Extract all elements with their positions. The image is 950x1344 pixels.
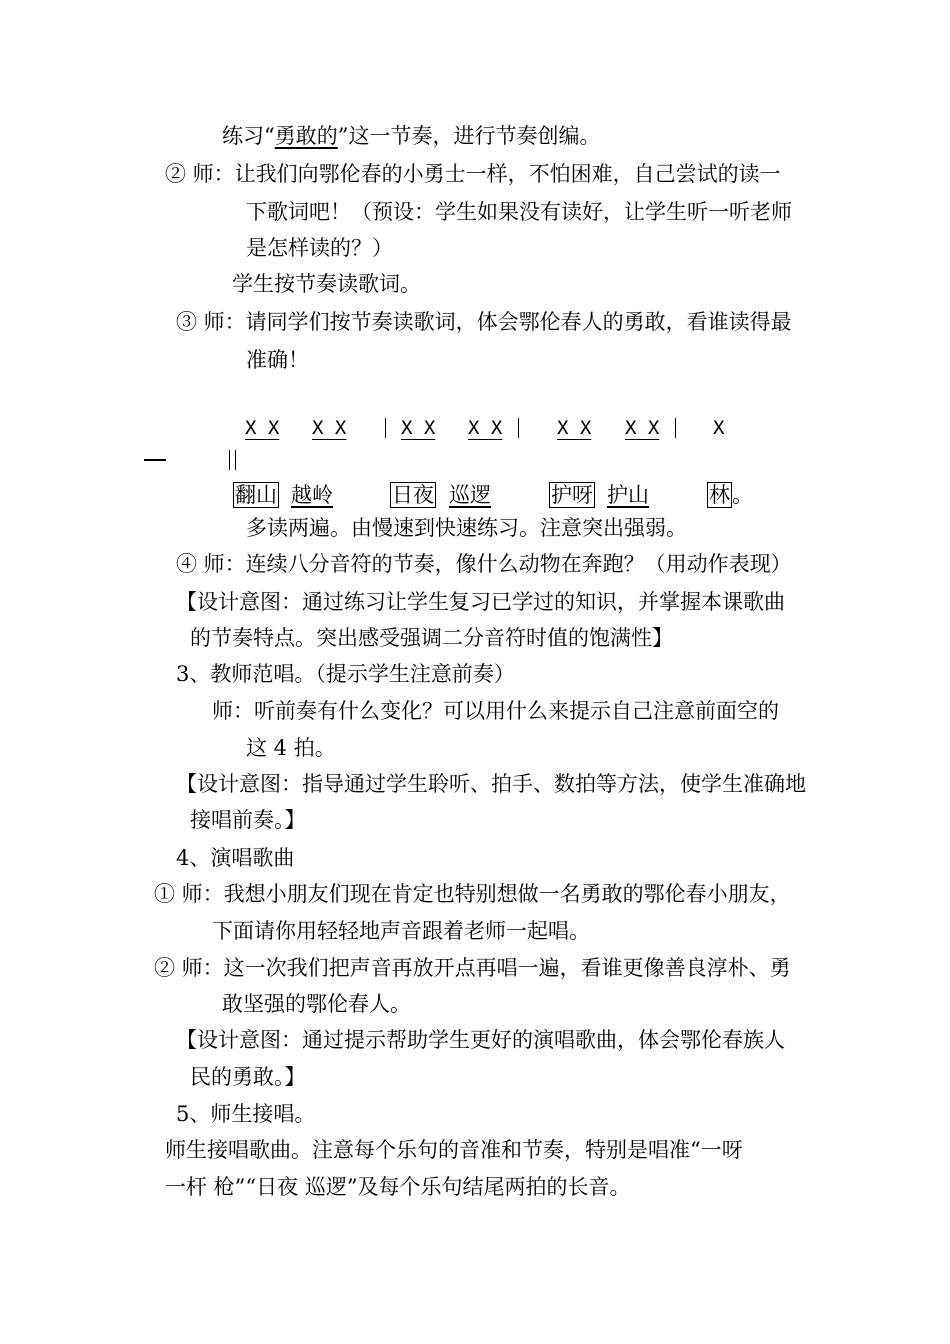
section-heading-4: 4、演唱歌曲: [176, 846, 295, 870]
rhythm-note: X X: [245, 417, 280, 439]
lyric-word: 护山: [607, 483, 649, 507]
section-heading-3: 3、教师范唱。（提示学生注意前奏）: [176, 662, 515, 686]
lyric-word: 越岭: [291, 483, 333, 507]
text-line-18: 接唱前奏。】: [190, 808, 306, 832]
text-line-10: 多读两遍。由慢速到快速练习。注意突出强弱。: [246, 516, 687, 540]
rhythm-note: X X: [557, 417, 592, 439]
rhythm-note: X X: [401, 417, 436, 439]
double-bar-line: [229, 450, 236, 470]
text-line-4: 是怎样读的？）: [246, 236, 393, 260]
design-intent-1: 【设计意图：通过练习让学生复习已学过的知识，并掌握本课歌曲: [176, 590, 785, 614]
text-line-2: ② 师：让我们向鄂伦春的小勇士一样，不怕困难，自己尝试的读一: [165, 162, 781, 186]
text-line-25: 民的勇敢。】: [190, 1065, 306, 1089]
text-line-13: 的节奏特点。突出感受强调二分音符时值的饱满性】: [190, 626, 673, 650]
text-line-23: 敢坚强的鄂伦春人。: [222, 992, 411, 1016]
boxed-lyric: 护呀: [551, 483, 593, 507]
text-line-28: 一杆 枪”“日夜 巡逻”及每个乐句结尾两拍的长音。: [165, 1175, 631, 1199]
design-intent-2: 【设计意图：指导通过学生聆听、拍手、数拍等方法，使学生准确地: [176, 772, 806, 796]
text-line-21: 下面请你用轻轻地声音跟着老师一起唱。: [212, 919, 590, 943]
text-line-11: ④ 师：连续八分音符的节奏，像什么动物在奔跑？（用动作表现）: [176, 552, 792, 576]
text-line-16: 这 4 拍。: [246, 736, 336, 760]
rhythm-note: X X: [625, 417, 660, 439]
lyric-word: 巡逻: [449, 483, 491, 507]
rhythm-note: X: [713, 417, 725, 439]
rhythm-note: X X: [468, 417, 503, 439]
text-line-7: 准确！: [246, 348, 309, 372]
half-note-dash: [144, 459, 166, 461]
design-intent-3: 【设计意图：通过提示帮助学生更好的演唱歌曲，体会鄂伦春族人: [176, 1028, 785, 1052]
boxed-lyric: 日夜: [392, 483, 434, 507]
underlined-rhythm-word: 勇敢的: [274, 124, 338, 148]
text-line-6: ③ 师：请同学们按节奏读歌词，体会鄂伦春人的勇敢，看谁读得最: [176, 310, 792, 334]
text-line-20: ① 师：我想小朋友们现在肯定也特别想做一名勇敢的鄂伦春小朋友，: [154, 882, 791, 906]
bar-line: [675, 418, 676, 438]
boxed-lyric: 林: [709, 483, 730, 507]
text-line-3: 下歌词吧！（预设：学生如果没有读好，让学生听一听老师: [246, 200, 792, 224]
text-line-27: 师生接唱歌曲。注意每个乐句的音准和节奏，特别是唱准“一呀: [165, 1138, 743, 1162]
text-line-22: ② 师：这一次我们把声音再放开点再唱一遍，看谁更像善良淳朴、勇: [154, 956, 791, 980]
text-line-5: 学生按节奏读歌词。: [232, 272, 421, 296]
bar-line: [518, 418, 519, 438]
bar-line: [385, 418, 386, 438]
section-heading-5: 5、师生接唱。: [176, 1102, 316, 1126]
text-line-1: 练习“勇敢的”这一节奏，进行节奏创编。: [222, 124, 601, 148]
text-line-15: 师：听前奏有什么变化？可以用什么来提示自己注意前面空的: [212, 699, 779, 723]
boxed-lyric: 翻山: [235, 483, 277, 507]
rhythm-note: X X: [312, 417, 347, 439]
